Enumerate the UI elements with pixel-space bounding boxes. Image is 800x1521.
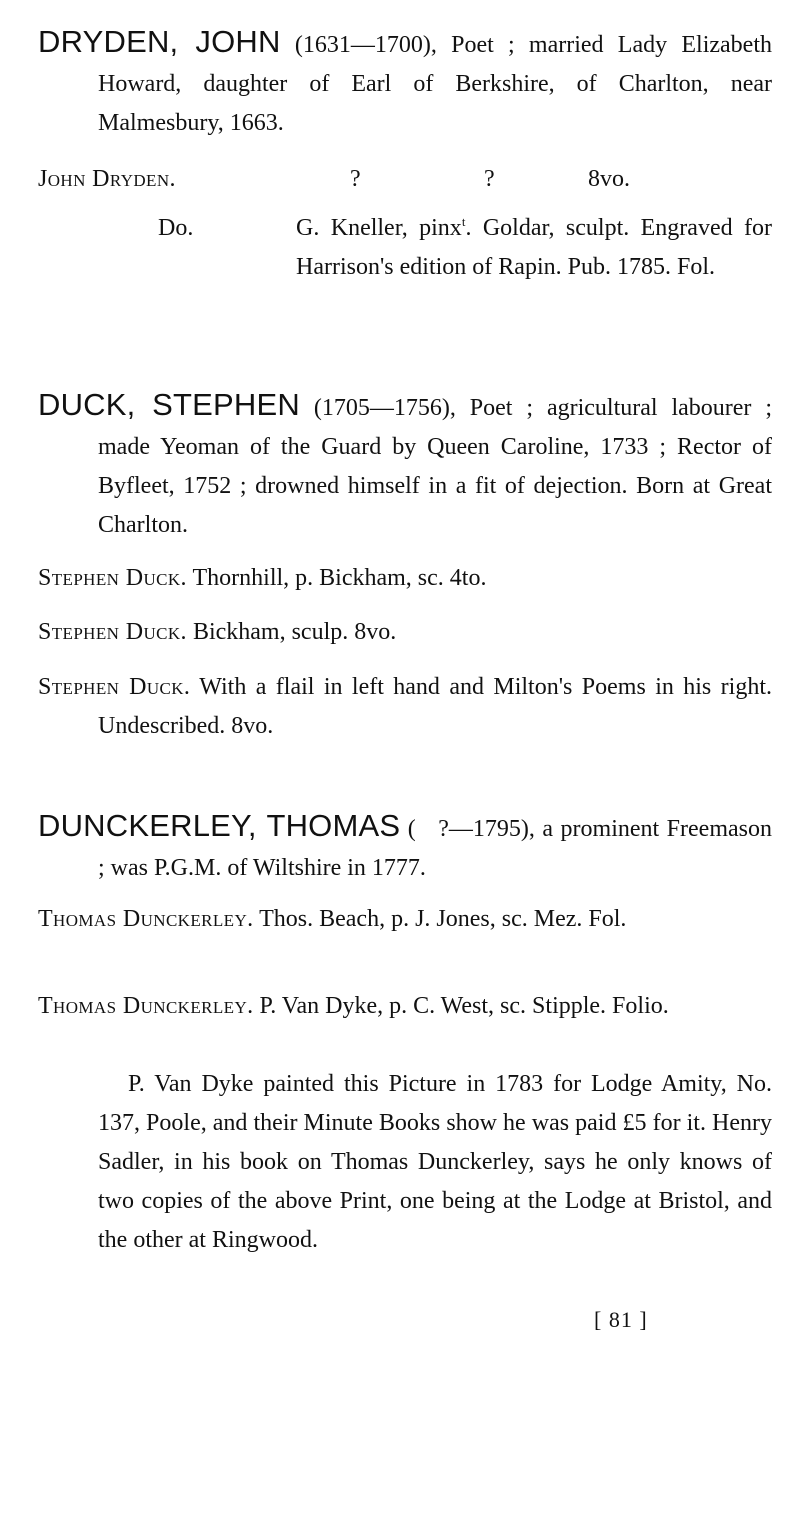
print-item bbox=[38, 668, 772, 746]
print-name: Stephen Duck. bbox=[38, 565, 187, 591]
entry-description: ( ?—1795), a prominent Freemason ; was P.G.M. of Wiltshire in 1777. bbox=[98, 816, 778, 881]
entry-description: (1631—1700), Poet ; married Lady Elizabeth Howard, daughter of Earl of Berkshire, of Charlton, near Malmesbury, 1663. bbox=[98, 32, 772, 136]
print-size: 8vo. bbox=[588, 166, 630, 192]
print-name-ditto: Do. bbox=[158, 215, 194, 241]
print-engraver: ? bbox=[484, 166, 495, 192]
entry-duck bbox=[38, 385, 772, 545]
print-item bbox=[38, 987, 772, 1026]
entry-dryden bbox=[38, 22, 772, 143]
print-item bbox=[38, 613, 772, 652]
print-details: P. Van Dyke, p. C. West, sc. Stipple. Folio. bbox=[253, 993, 669, 1019]
print-item bbox=[38, 900, 772, 939]
entry-name: DUNCKERLEY, THOMAS bbox=[38, 808, 401, 843]
print-name: Thomas Dunckerley. bbox=[38, 906, 254, 932]
note-paragraph: P. Van Dyke painted this Picture in 1783 for Lodge Amity, No. 137, Poole, and their Minute Books show he was paid £5 for it. Henry Sadler, in his book on Thomas Dunckerley, says he only knows of two copies of the above Print, one being at the Lodge at Bristol, and the other at Ringwood. bbox=[98, 1071, 772, 1253]
print-painter: ? bbox=[350, 166, 361, 192]
print-name: John Dryden. bbox=[38, 166, 176, 192]
entry-heading-duck bbox=[38, 385, 772, 545]
page-number: [ 81 ] bbox=[594, 1307, 648, 1332]
print-painter: G. Kneller, pinx bbox=[296, 215, 462, 241]
entry-heading-dunckerley bbox=[38, 806, 778, 888]
print-name: Stephen Duck. bbox=[38, 674, 191, 700]
entry-dunckerley bbox=[38, 806, 778, 888]
entry-heading-dryden bbox=[38, 22, 772, 143]
print-details: Bickham, sculp. 8vo. bbox=[186, 619, 397, 645]
print-details: With a flail in left hand and Milton's Poems in his right. Undescribed. 8vo. bbox=[98, 674, 772, 739]
print-details bbox=[296, 209, 772, 287]
print-details: Thos. Beach, p. J. Jones, sc. Mez. Fol. bbox=[253, 906, 627, 932]
entry-description: (1705—1756), Poet ; agricultural labourer ; made Yeoman of the Guard by Queen Caroline, 1733 ; Rector of Byfleet, 1752 ; drowned himself in a fit of dejection. Born at Great Charlton. bbox=[98, 395, 772, 538]
print-details: Thornhill, p. Bickham, sc. 4to. bbox=[186, 565, 487, 591]
print-item bbox=[38, 559, 772, 598]
entry-name: DUCK, STEPHEN bbox=[38, 387, 300, 422]
print-rest: . Goldar, sculpt. Engraved for Harrison's edition of Rapin. Pub. 1785. Fol. bbox=[296, 215, 772, 280]
print-name: Thomas Dunckerley. bbox=[38, 993, 254, 1019]
entry-name: DRYDEN, JOHN bbox=[38, 24, 281, 59]
print-name: Stephen Duck. bbox=[38, 619, 187, 645]
superscript: t bbox=[461, 214, 466, 229]
